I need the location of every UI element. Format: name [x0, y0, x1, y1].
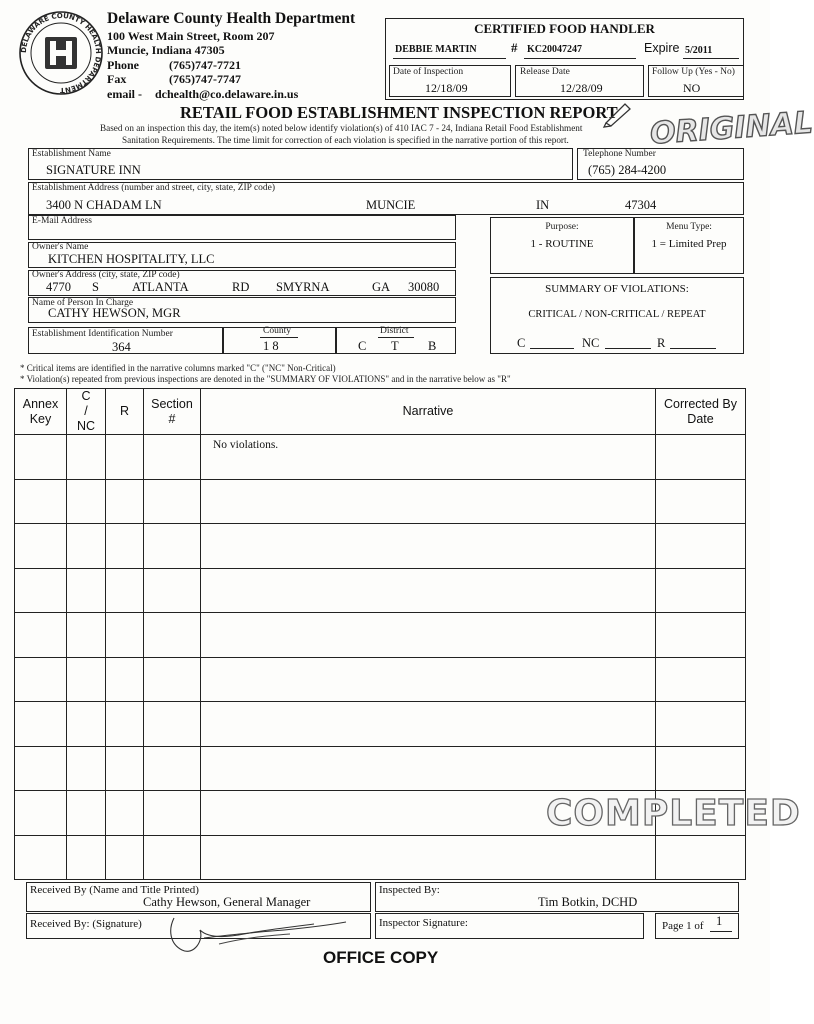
owner-street-name: ATLANTA [132, 280, 189, 294]
summary-categories: CRITICAL / NON-CRITICAL / REPEAT [528, 309, 706, 320]
narrative-header: Narrative [201, 389, 656, 435]
table-row [15, 746, 746, 791]
owner-city: SMYRNA [276, 280, 330, 294]
purpose-value: 1 - ROUTINE [530, 238, 594, 250]
note-critical: * Critical items are identified in the narrative columns marked "C" ("NC" Non-Critical) [20, 363, 336, 373]
org-address: 100 West Main Street, Room 207 [107, 29, 275, 43]
summary-c-label: C [517, 336, 526, 350]
summary-title: SUMMARY OF VIOLATIONS: [545, 283, 689, 295]
org-name: Delaware County Health Department [107, 10, 356, 27]
establishment-id-value: 364 [112, 340, 131, 354]
establishment-city: MUNCIE [366, 198, 416, 212]
table-row [15, 835, 746, 880]
org-contact-block [107, 29, 377, 101]
cfh-number-symbol: # [511, 40, 518, 55]
intro-line-2: Sanitation Requirements. The time limit for correction of each violation is specified in the narrative portion of this report. [122, 135, 569, 145]
person-in-charge-label: Name of Person In Charge [32, 298, 134, 308]
phone-label: Phone [107, 58, 140, 72]
fax-value: (765)747-7747 [169, 72, 241, 86]
establishment-id-label: Establishment Identification Number [32, 329, 173, 339]
table-row [15, 568, 746, 613]
owner-street-type: RD [232, 280, 250, 294]
cfh-title: CERTIFIED FOOD HANDLER [474, 21, 655, 36]
received-by-value: Cathy Hewson, General Manager [143, 895, 311, 909]
release-date-value: 12/28/09 [560, 81, 603, 95]
table-row [15, 613, 746, 658]
narrative-cell: No violations. [213, 439, 279, 451]
repeat-header: R [106, 389, 144, 435]
menu-type-label: Menu Type: [666, 222, 712, 232]
email-address-field [28, 215, 456, 240]
table-row [15, 479, 746, 524]
establishment-zip: 47304 [625, 198, 657, 212]
table-row [15, 657, 746, 702]
pen-icon [603, 101, 633, 127]
establishment-address-label: Establishment Address (number and street, city, state, ZIP code) [32, 183, 276, 193]
date-of-inspection-label: Date of Inspection [393, 67, 464, 77]
inspected-by-value: Tim Botkin, DCHD [538, 895, 638, 909]
table-row [15, 702, 746, 747]
violations-table-header [15, 389, 746, 435]
org-city-line: Muncie, Indiana 47305 [107, 43, 225, 57]
email-value: dchealth@co.delaware.in.us [155, 87, 299, 101]
follow-up-value: NO [683, 81, 701, 95]
office-copy-label: OFFICE COPY [323, 948, 439, 967]
note-repeat: * Violation(s) repeated from previous inspections are denoted in the "SUMMARY OF VIOLATIONS" and in the narrative below as "R" [20, 374, 511, 384]
owner-street-dir: S [92, 280, 99, 294]
county-value: 1 8 [263, 339, 279, 353]
district-c: C [358, 339, 367, 353]
summary-r-label: R [657, 336, 666, 350]
email-label: email - [107, 87, 142, 101]
person-in-charge-value: CATHY HEWSON, MGR [48, 306, 181, 320]
owner-state: GA [372, 280, 391, 294]
telephone-label: Telephone Number [583, 149, 656, 159]
owner-name-label: Owner's Name [32, 242, 89, 252]
inspected-by-label: Inspected By: [379, 884, 440, 896]
purpose-label: Purpose: [545, 222, 579, 232]
c-nc-header: C / NC [67, 389, 106, 435]
district-t: T [391, 339, 399, 353]
completed-stamp: COMPLETED [546, 793, 801, 834]
inspector-signature-label: Inspector Signature: [379, 917, 468, 929]
telephone-value: (765) 284-4200 [588, 163, 667, 177]
annex-key-header: Annex Key [15, 389, 67, 435]
page-label: Page 1 of [662, 920, 704, 932]
establishment-name-label: Establishment Name [32, 149, 111, 159]
report-title: RETAIL FOOD ESTABLISHMENT INSPECTION REPORT [180, 103, 618, 122]
received-by-label: Received By (Name and Title Printed) [30, 884, 199, 896]
follow-up-label: Follow Up (Yes - No) [652, 67, 735, 77]
fax-label: Fax [107, 72, 127, 86]
summary-nc-label: NC [582, 336, 600, 350]
district-b: B [428, 339, 437, 353]
original-stamp: ORIGINAL [648, 105, 814, 152]
date-of-inspection-value: 12/18/09 [425, 81, 468, 95]
cfh-name: DEBBIE MARTIN [395, 44, 477, 55]
intro-line-1: Based on an inspection this day, the item(s) noted below identify violation(s) of 410 IAC 7 - 24, Indiana Retail Food Establishment [100, 123, 583, 133]
establishment-street: 3400 N CHADAM LN [46, 198, 162, 212]
menu-type-value: 1 = Limited Prep [651, 238, 727, 250]
table-row [15, 435, 746, 480]
district-label: District [380, 326, 409, 336]
section-header: Section # [144, 389, 201, 435]
department-seal [18, 10, 104, 96]
table-row [15, 524, 746, 569]
received-signature-label: Received By: (Signature) [30, 918, 142, 930]
cfh-expire-value: 5/2011 [685, 45, 713, 56]
page-total: 1 [716, 914, 723, 928]
owner-zip: 30080 [408, 280, 440, 294]
release-date-label: Release Date [520, 67, 570, 77]
seal-text: DELAWARE COUNTY HEALTH DEPARTMENT [19, 11, 103, 95]
email-address-label: E-Mail Address [32, 216, 92, 226]
establishment-state: IN [536, 198, 550, 212]
owner-name-value: KITCHEN HOSPITALITY, LLC [48, 252, 215, 266]
owner-street-number: 4770 [46, 280, 71, 294]
establishment-name-value: SIGNATURE INN [46, 163, 141, 177]
phone-value: (765)747-7721 [169, 58, 241, 72]
cfh-number: KC20047247 [527, 44, 582, 55]
corrected-by-date-header: Corrected By Date [656, 389, 746, 435]
cfh-expire-label: Expire [644, 41, 680, 55]
county-label: County [263, 326, 291, 336]
owner-address-label: Owner's Address (city, state, ZIP code) [32, 270, 180, 280]
